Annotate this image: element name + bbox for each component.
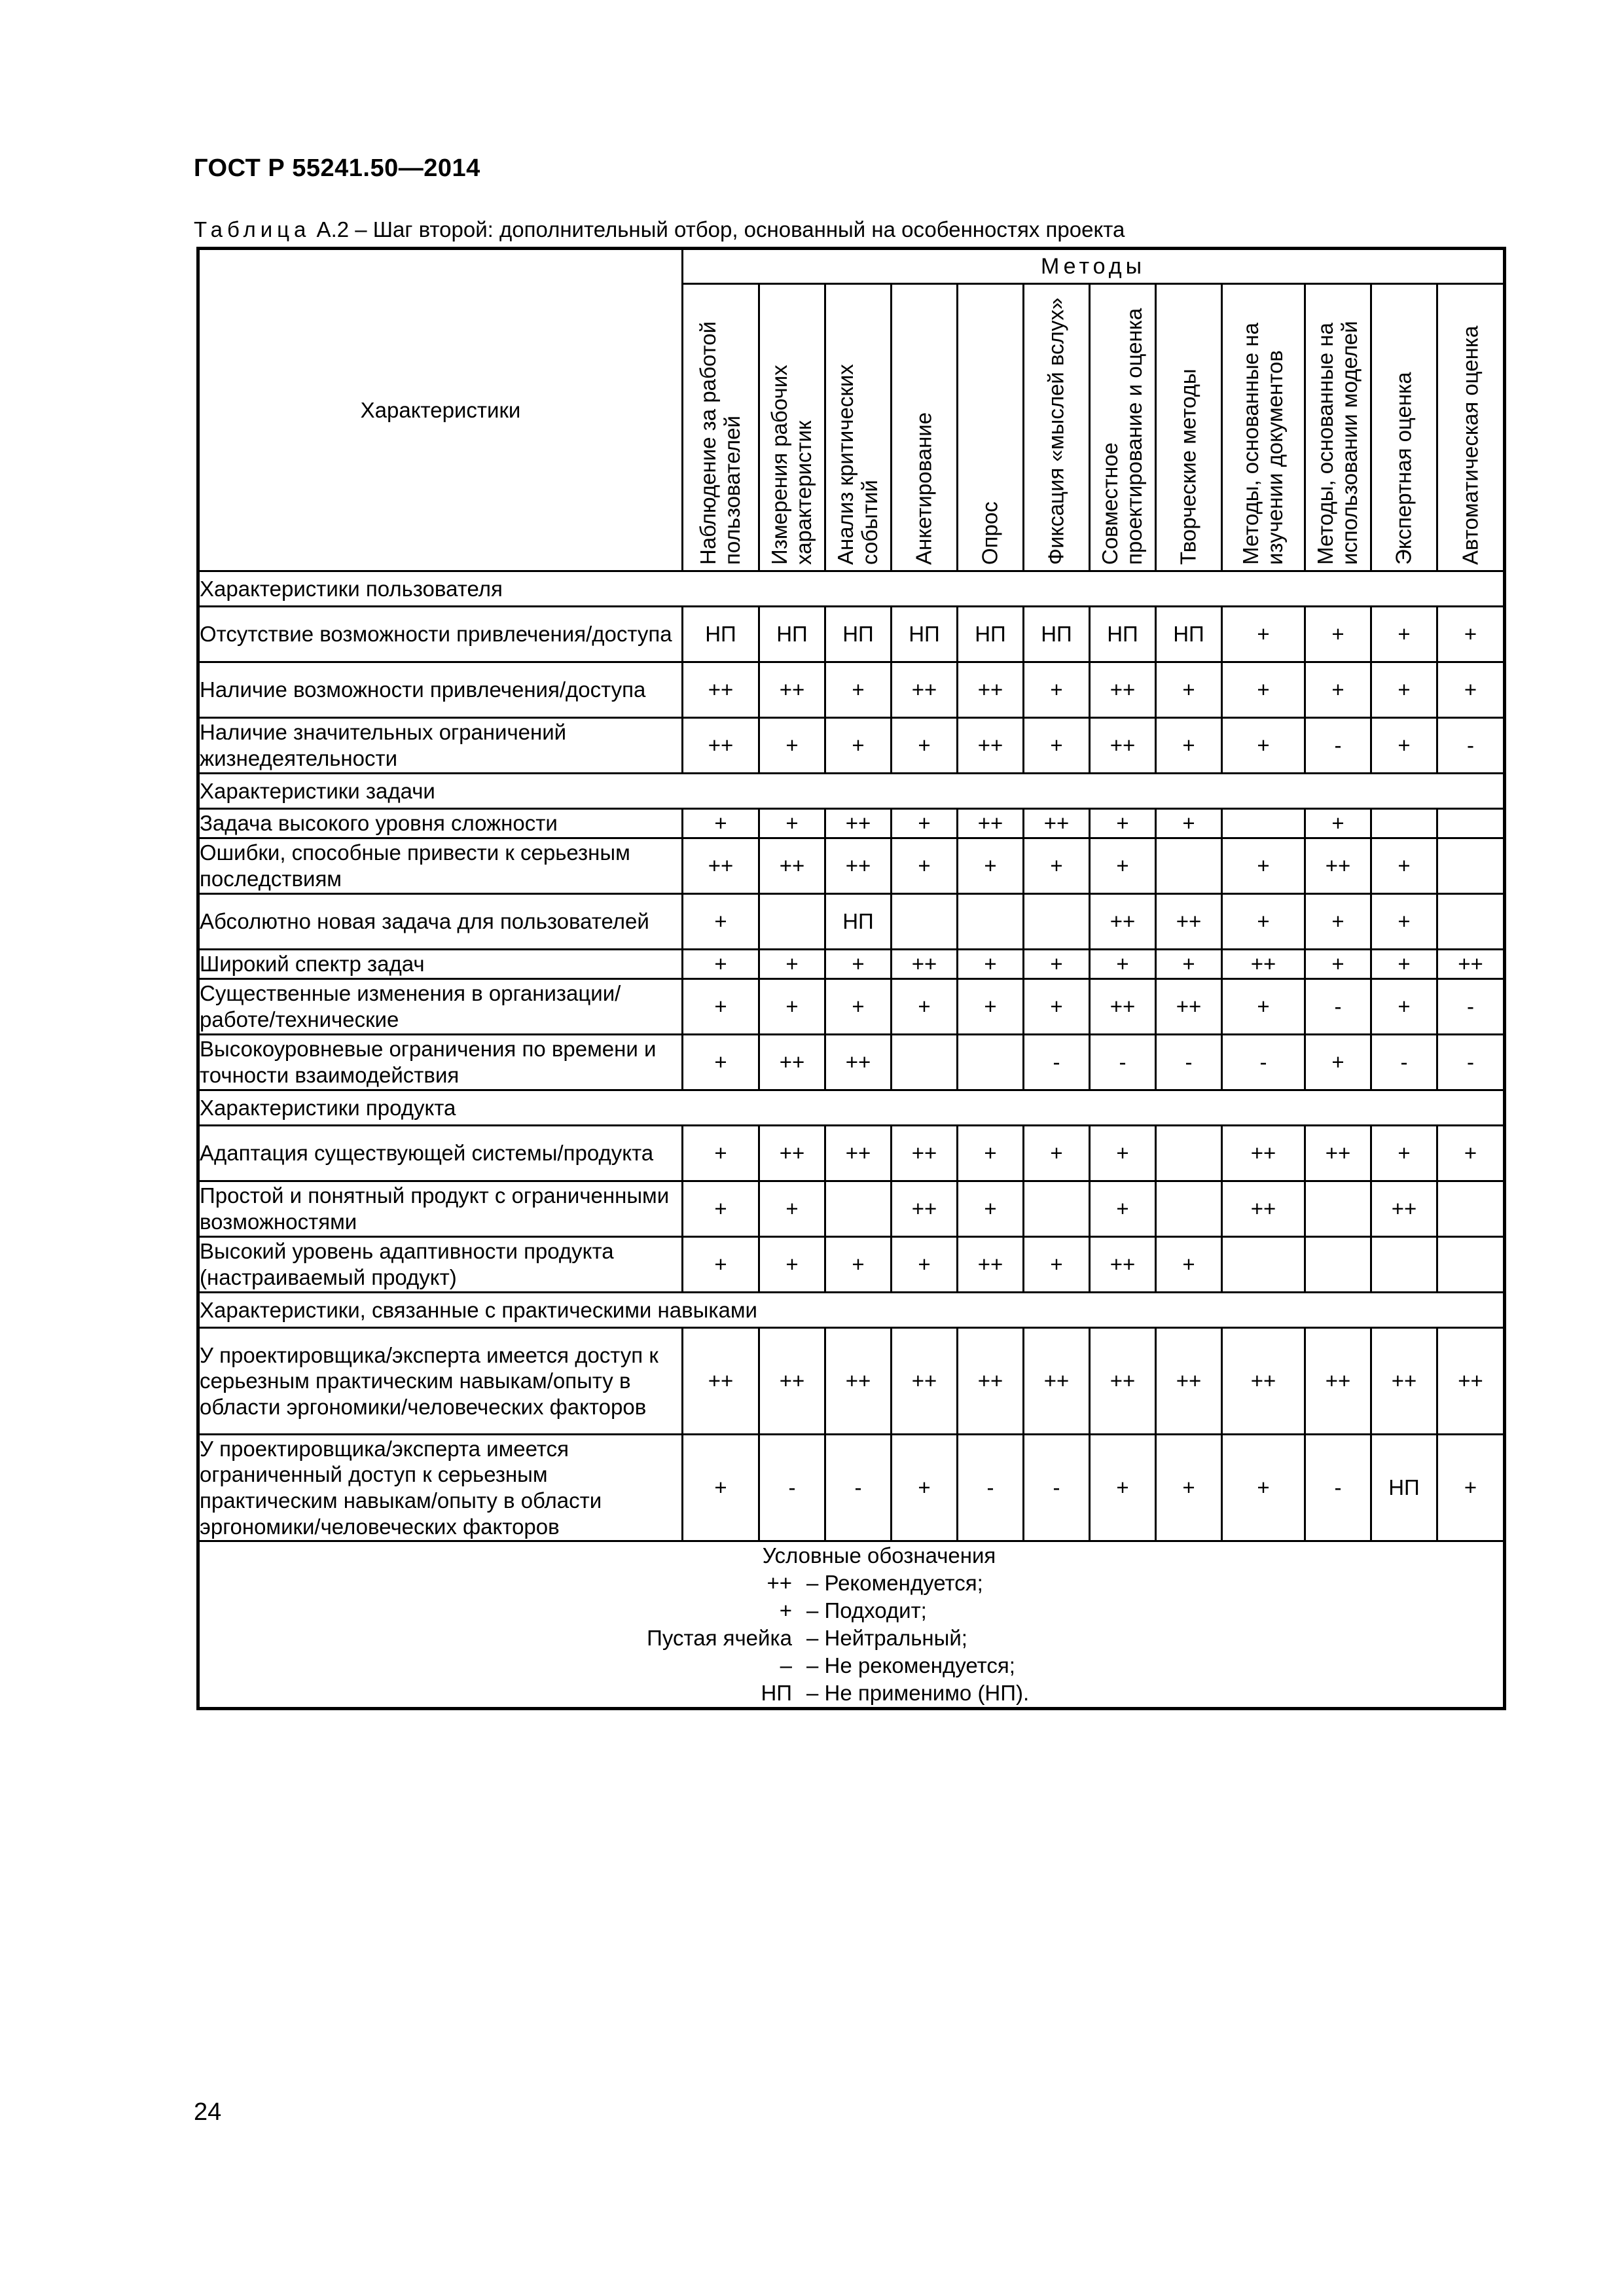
section-title: Характеристики, связанные с практическими навыками — [198, 1293, 1505, 1328]
rating-cell: - — [1437, 718, 1505, 774]
method-header — [1024, 284, 1090, 571]
rating-cell: + — [1024, 950, 1090, 979]
rating-cell: + — [1371, 950, 1437, 979]
rating-cell: ++ — [683, 1328, 759, 1435]
method-header — [1437, 284, 1505, 571]
rating-cell: + — [683, 950, 759, 979]
rating-cell: ++ — [958, 1328, 1024, 1435]
rating-cell — [1156, 838, 1222, 894]
methods-table — [196, 247, 1506, 1710]
rating-cell: НП — [1090, 607, 1156, 662]
rating-cell: + — [683, 894, 759, 950]
table-row — [198, 1328, 1505, 1435]
rating-cell — [1024, 1181, 1090, 1237]
rating-cell: - — [1090, 1035, 1156, 1090]
rating-cell: + — [759, 979, 825, 1035]
rating-cell: + — [1156, 1435, 1222, 1541]
method-header — [1156, 284, 1222, 571]
rating-cell — [1305, 1237, 1371, 1293]
rating-cell: ++ — [1090, 1328, 1156, 1435]
legend-symbol: – — [780, 1653, 792, 1677]
rating-cell: + — [1371, 979, 1437, 1035]
rating-cell — [1437, 1181, 1505, 1237]
rating-cell: + — [759, 950, 825, 979]
rating-cell: + — [1156, 718, 1222, 774]
row-characteristic: Широкий спектр задач — [198, 950, 683, 979]
rating-cell: + — [1305, 607, 1371, 662]
table-row — [198, 809, 1505, 838]
rating-cell: ++ — [759, 838, 825, 894]
row-characteristic: Высокий уровень адаптивности продукта (настраиваемый продукт) — [198, 1237, 683, 1293]
rating-cell: - — [958, 1435, 1024, 1541]
rating-cell: - — [1305, 1435, 1371, 1541]
rating-cell: ++ — [759, 662, 825, 718]
legend-description: – Не рекомендуется; — [806, 1653, 1015, 1677]
section-title: Характеристики продукта — [198, 1090, 1505, 1126]
method-header — [1305, 284, 1371, 571]
rating-cell: + — [958, 950, 1024, 979]
rating-cell: ++ — [958, 809, 1024, 838]
rating-cell — [825, 1181, 892, 1237]
rating-cell: + — [1024, 979, 1090, 1035]
method-header — [1371, 284, 1437, 571]
rating-cell: ++ — [759, 1328, 825, 1435]
row-characteristic: Наличие возможности привлечения/доступа — [198, 662, 683, 718]
rating-cell: ++ — [892, 1181, 958, 1237]
rating-cell: + — [958, 838, 1024, 894]
rating-cell: ++ — [892, 1328, 958, 1435]
method-header-label: Опрос — [977, 501, 1002, 565]
rating-cell: ++ — [958, 1237, 1024, 1293]
rating-cell — [1222, 1237, 1305, 1293]
rating-cell: ++ — [759, 1126, 825, 1181]
rating-cell: + — [1156, 662, 1222, 718]
rating-cell: ++ — [1222, 1126, 1305, 1181]
rating-cell: + — [1305, 662, 1371, 718]
rating-cell: НП — [1156, 607, 1222, 662]
legend-description: – Не применимо (НП). — [806, 1681, 1030, 1705]
table-row — [198, 718, 1505, 774]
rating-cell: + — [683, 1126, 759, 1181]
rating-cell: ++ — [683, 718, 759, 774]
legend-item — [200, 1597, 1503, 1624]
rating-cell: - — [1371, 1035, 1437, 1090]
method-header-label: Экспертная оценка — [1391, 372, 1416, 565]
method-header-label: Автоматическая оценка — [1458, 325, 1483, 565]
table-row — [198, 950, 1505, 979]
method-header — [683, 284, 759, 571]
legend-item — [200, 1624, 1503, 1652]
legend-symbol: + — [779, 1598, 792, 1623]
method-header-label: Методы, основанные на использовании моделей — [1313, 321, 1362, 565]
rating-cell: + — [683, 1237, 759, 1293]
rating-cell: + — [1222, 1435, 1305, 1541]
rating-cell: НП — [759, 607, 825, 662]
rating-cell: + — [1371, 718, 1437, 774]
rating-cell: + — [759, 1237, 825, 1293]
rating-cell: НП — [1024, 607, 1090, 662]
rating-cell: + — [759, 1181, 825, 1237]
row-characteristic: Ошибки, способные привести к серьезным последствиям — [198, 838, 683, 894]
legend — [198, 1541, 1505, 1709]
legend-description: – Нейтральный; — [806, 1626, 967, 1650]
table-row — [198, 662, 1505, 718]
rating-cell: ++ — [892, 662, 958, 718]
method-header-label: Совместное проектирование и оценка — [1098, 308, 1146, 565]
rating-cell: ++ — [825, 809, 892, 838]
rating-cell: + — [892, 838, 958, 894]
rating-cell: НП — [683, 607, 759, 662]
rating-cell: + — [1371, 838, 1437, 894]
legend-symbol: ++ — [767, 1571, 792, 1595]
rating-cell: - — [1305, 979, 1371, 1035]
rating-cell: ++ — [825, 1328, 892, 1435]
rating-cell: + — [683, 809, 759, 838]
rating-cell: ++ — [1305, 1126, 1371, 1181]
rating-cell: + — [1156, 809, 1222, 838]
table-body — [198, 571, 1505, 1541]
rating-cell: - — [1305, 718, 1371, 774]
rating-cell: + — [1222, 607, 1305, 662]
rating-cell: - — [1024, 1435, 1090, 1541]
rating-cell: + — [892, 1435, 958, 1541]
rating-cell: ++ — [892, 950, 958, 979]
rating-cell: + — [1305, 950, 1371, 979]
method-header-label: Измерения рабочих характеристик — [767, 365, 816, 565]
legend-item — [200, 1679, 1503, 1707]
method-header — [958, 284, 1024, 571]
rating-cell: + — [1371, 662, 1437, 718]
rating-cell — [958, 1035, 1024, 1090]
legend-item — [200, 1652, 1503, 1679]
rating-cell: ++ — [958, 718, 1024, 774]
rating-cell: ++ — [1090, 718, 1156, 774]
rating-cell: ++ — [1024, 809, 1090, 838]
legend-symbol: НП — [761, 1681, 792, 1705]
method-header — [825, 284, 892, 571]
rating-cell: ++ — [1024, 1328, 1090, 1435]
table-row — [198, 1237, 1505, 1293]
rating-cell: НП — [825, 894, 892, 950]
rating-cell: + — [1222, 979, 1305, 1035]
rating-cell: + — [1222, 894, 1305, 950]
legend-title: Условные обозначения — [762, 1543, 996, 1568]
table-row — [198, 838, 1505, 894]
rating-cell: ++ — [825, 1126, 892, 1181]
method-header-label: Фиксация «мыслей вслух» — [1043, 297, 1068, 565]
rating-cell: + — [1156, 1237, 1222, 1293]
rating-cell: ++ — [1222, 1181, 1305, 1237]
rating-cell: + — [958, 979, 1024, 1035]
table-row — [198, 1181, 1505, 1237]
rating-cell: + — [825, 662, 892, 718]
table-row — [198, 1435, 1505, 1541]
table-row — [198, 607, 1505, 662]
rating-cell — [1437, 809, 1505, 838]
section-row — [198, 571, 1505, 607]
rating-cell: + — [1305, 809, 1371, 838]
rating-cell: + — [958, 1181, 1024, 1237]
method-header-label: Анкетирование — [911, 412, 936, 565]
rating-cell: + — [759, 809, 825, 838]
legend-description: – Подходит; — [806, 1598, 927, 1623]
rating-cell: + — [1090, 1126, 1156, 1181]
rating-cell: - — [1222, 1035, 1305, 1090]
rating-cell: + — [825, 979, 892, 1035]
rating-cell: ++ — [892, 1126, 958, 1181]
rating-cell: - — [1024, 1035, 1090, 1090]
rating-cell: - — [759, 1435, 825, 1541]
rating-cell: ++ — [1305, 1328, 1371, 1435]
row-characteristic: Высокоуровневые ограничения по времени и точности взаимодействия — [198, 1035, 683, 1090]
page-number: 24 — [194, 2098, 222, 2126]
rating-cell: + — [1437, 1126, 1505, 1181]
rating-cell: ++ — [1371, 1181, 1437, 1237]
legend-symbol: Пустая ячейка — [647, 1626, 792, 1650]
rating-cell: + — [1024, 662, 1090, 718]
row-characteristic: Существенные изменения в организации/работе/технические — [198, 979, 683, 1035]
rating-cell: + — [759, 718, 825, 774]
rating-cell: ++ — [683, 662, 759, 718]
row-characteristic: Наличие значительных ограничений жизнедеятельности — [198, 718, 683, 774]
section-title: Характеристики задачи — [198, 774, 1505, 809]
rating-cell: + — [1305, 894, 1371, 950]
rating-cell: ++ — [1090, 662, 1156, 718]
rating-cell: + — [1437, 662, 1505, 718]
rating-cell: + — [1024, 1237, 1090, 1293]
table-row — [198, 1035, 1505, 1090]
rating-cell: + — [683, 1035, 759, 1090]
rating-cell: + — [683, 979, 759, 1035]
method-header — [759, 284, 825, 571]
rating-cell: ++ — [683, 838, 759, 894]
row-characteristic: У проектировщика/эксперта имеется ограниченный доступ к серьезным практическим навыкам/опыту в области эргономики/человеческих факторов — [198, 1435, 683, 1541]
table-row — [198, 894, 1505, 950]
rating-cell: + — [683, 1435, 759, 1541]
rating-cell: + — [825, 1237, 892, 1293]
row-characteristic: Задача высокого уровня сложности — [198, 809, 683, 838]
rating-cell: НП — [958, 607, 1024, 662]
rating-cell — [1371, 809, 1437, 838]
characteristics-header: Характеристики — [198, 249, 683, 571]
rating-cell: ++ — [1156, 1328, 1222, 1435]
method-header-label: Наблюдение за работой пользователей — [696, 321, 744, 565]
table-caption-label: Таблица — [194, 217, 311, 242]
rating-cell: - — [825, 1435, 892, 1541]
legend-item — [200, 1570, 1503, 1597]
rating-cell: + — [1024, 838, 1090, 894]
rating-cell: + — [892, 1237, 958, 1293]
rating-cell: ++ — [1156, 894, 1222, 950]
rating-cell — [892, 894, 958, 950]
section-row — [198, 1090, 1505, 1126]
rating-cell: + — [1222, 662, 1305, 718]
rating-cell — [892, 1035, 958, 1090]
rating-cell — [1437, 894, 1505, 950]
rating-cell: ++ — [1305, 838, 1371, 894]
rating-cell: ++ — [1222, 950, 1305, 979]
rating-cell: + — [683, 1181, 759, 1237]
rating-cell: - — [1437, 1035, 1505, 1090]
rating-cell: + — [1222, 718, 1305, 774]
rating-cell: ++ — [1090, 894, 1156, 950]
rating-cell: - — [1437, 979, 1505, 1035]
rating-cell: ++ — [1437, 1328, 1505, 1435]
rating-cell — [1371, 1237, 1437, 1293]
row-characteristic: Отсутствие возможности привлечения/доступа — [198, 607, 683, 662]
rating-cell: ++ — [1090, 1237, 1156, 1293]
row-characteristic: У проектировщика/эксперта имеется доступ к серьезным практическим навыкам/опыту в области эргономики/человеческих факторов — [198, 1328, 683, 1435]
rating-cell: НП — [1371, 1435, 1437, 1541]
rating-cell — [1437, 1237, 1505, 1293]
rating-cell: НП — [825, 607, 892, 662]
table-row — [198, 1126, 1505, 1181]
rating-cell: + — [825, 950, 892, 979]
rating-cell: + — [1090, 809, 1156, 838]
section-title: Характеристики пользователя — [198, 571, 1505, 607]
rating-cell: + — [1024, 1126, 1090, 1181]
row-characteristic: Простой и понятный продукт с ограниченными возможностями — [198, 1181, 683, 1237]
rating-cell — [1156, 1126, 1222, 1181]
rating-cell: + — [1371, 894, 1437, 950]
method-header-label: Творческие методы — [1176, 368, 1200, 565]
row-characteristic: Адаптация существующей системы/продукта — [198, 1126, 683, 1181]
rating-cell: + — [825, 718, 892, 774]
rating-cell — [958, 894, 1024, 950]
rating-cell: + — [1090, 838, 1156, 894]
rating-cell — [1222, 809, 1305, 838]
rating-cell — [759, 894, 825, 950]
rating-cell: + — [1090, 950, 1156, 979]
rating-cell: + — [892, 979, 958, 1035]
rating-cell: + — [1305, 1035, 1371, 1090]
rating-cell — [1305, 1181, 1371, 1237]
rating-cell: ++ — [825, 1035, 892, 1090]
table-caption — [194, 217, 1125, 242]
section-row — [198, 774, 1505, 809]
method-header-label: Методы, основанные на изучении документов — [1238, 322, 1287, 565]
rating-cell: + — [1371, 1126, 1437, 1181]
rating-cell — [1024, 894, 1090, 950]
rating-cell: ++ — [1156, 979, 1222, 1035]
rating-cell: + — [1437, 607, 1505, 662]
rating-cell: ++ — [1437, 950, 1505, 979]
rating-cell — [1437, 838, 1505, 894]
rating-cell: ++ — [1090, 979, 1156, 1035]
rating-cell — [1156, 1181, 1222, 1237]
legend-description: – Рекомендуется; — [806, 1571, 983, 1595]
rating-cell: ++ — [958, 662, 1024, 718]
document-code: ГОСТ Р 55241.50—2014 — [194, 154, 480, 182]
row-characteristic: Абсолютно новая задача для пользователей — [198, 894, 683, 950]
rating-cell: + — [958, 1126, 1024, 1181]
rating-cell: + — [1024, 718, 1090, 774]
rating-cell: + — [892, 718, 958, 774]
section-row — [198, 1293, 1505, 1328]
rating-cell: ++ — [1222, 1328, 1305, 1435]
rating-cell: НП — [892, 607, 958, 662]
method-header — [1090, 284, 1156, 571]
method-header — [1222, 284, 1305, 571]
method-header-label: Анализ критических событий — [833, 364, 882, 565]
methods-header: Методы — [683, 249, 1505, 284]
rating-cell: + — [1090, 1435, 1156, 1541]
rating-cell: ++ — [825, 838, 892, 894]
table-caption-text: А.2 – Шаг второй: дополнительный отбор, основанный на особенностях проекта — [310, 217, 1125, 242]
rating-cell: + — [1371, 607, 1437, 662]
rating-cell: + — [892, 809, 958, 838]
rating-cell: + — [1156, 950, 1222, 979]
rating-cell: + — [1090, 1181, 1156, 1237]
rating-cell: ++ — [759, 1035, 825, 1090]
rating-cell: + — [1222, 838, 1305, 894]
rating-cell: + — [1437, 1435, 1505, 1541]
rating-cell: ++ — [1371, 1328, 1437, 1435]
table-row — [198, 979, 1505, 1035]
rating-cell: - — [1156, 1035, 1222, 1090]
method-header — [892, 284, 958, 571]
legend-items — [200, 1570, 1503, 1707]
